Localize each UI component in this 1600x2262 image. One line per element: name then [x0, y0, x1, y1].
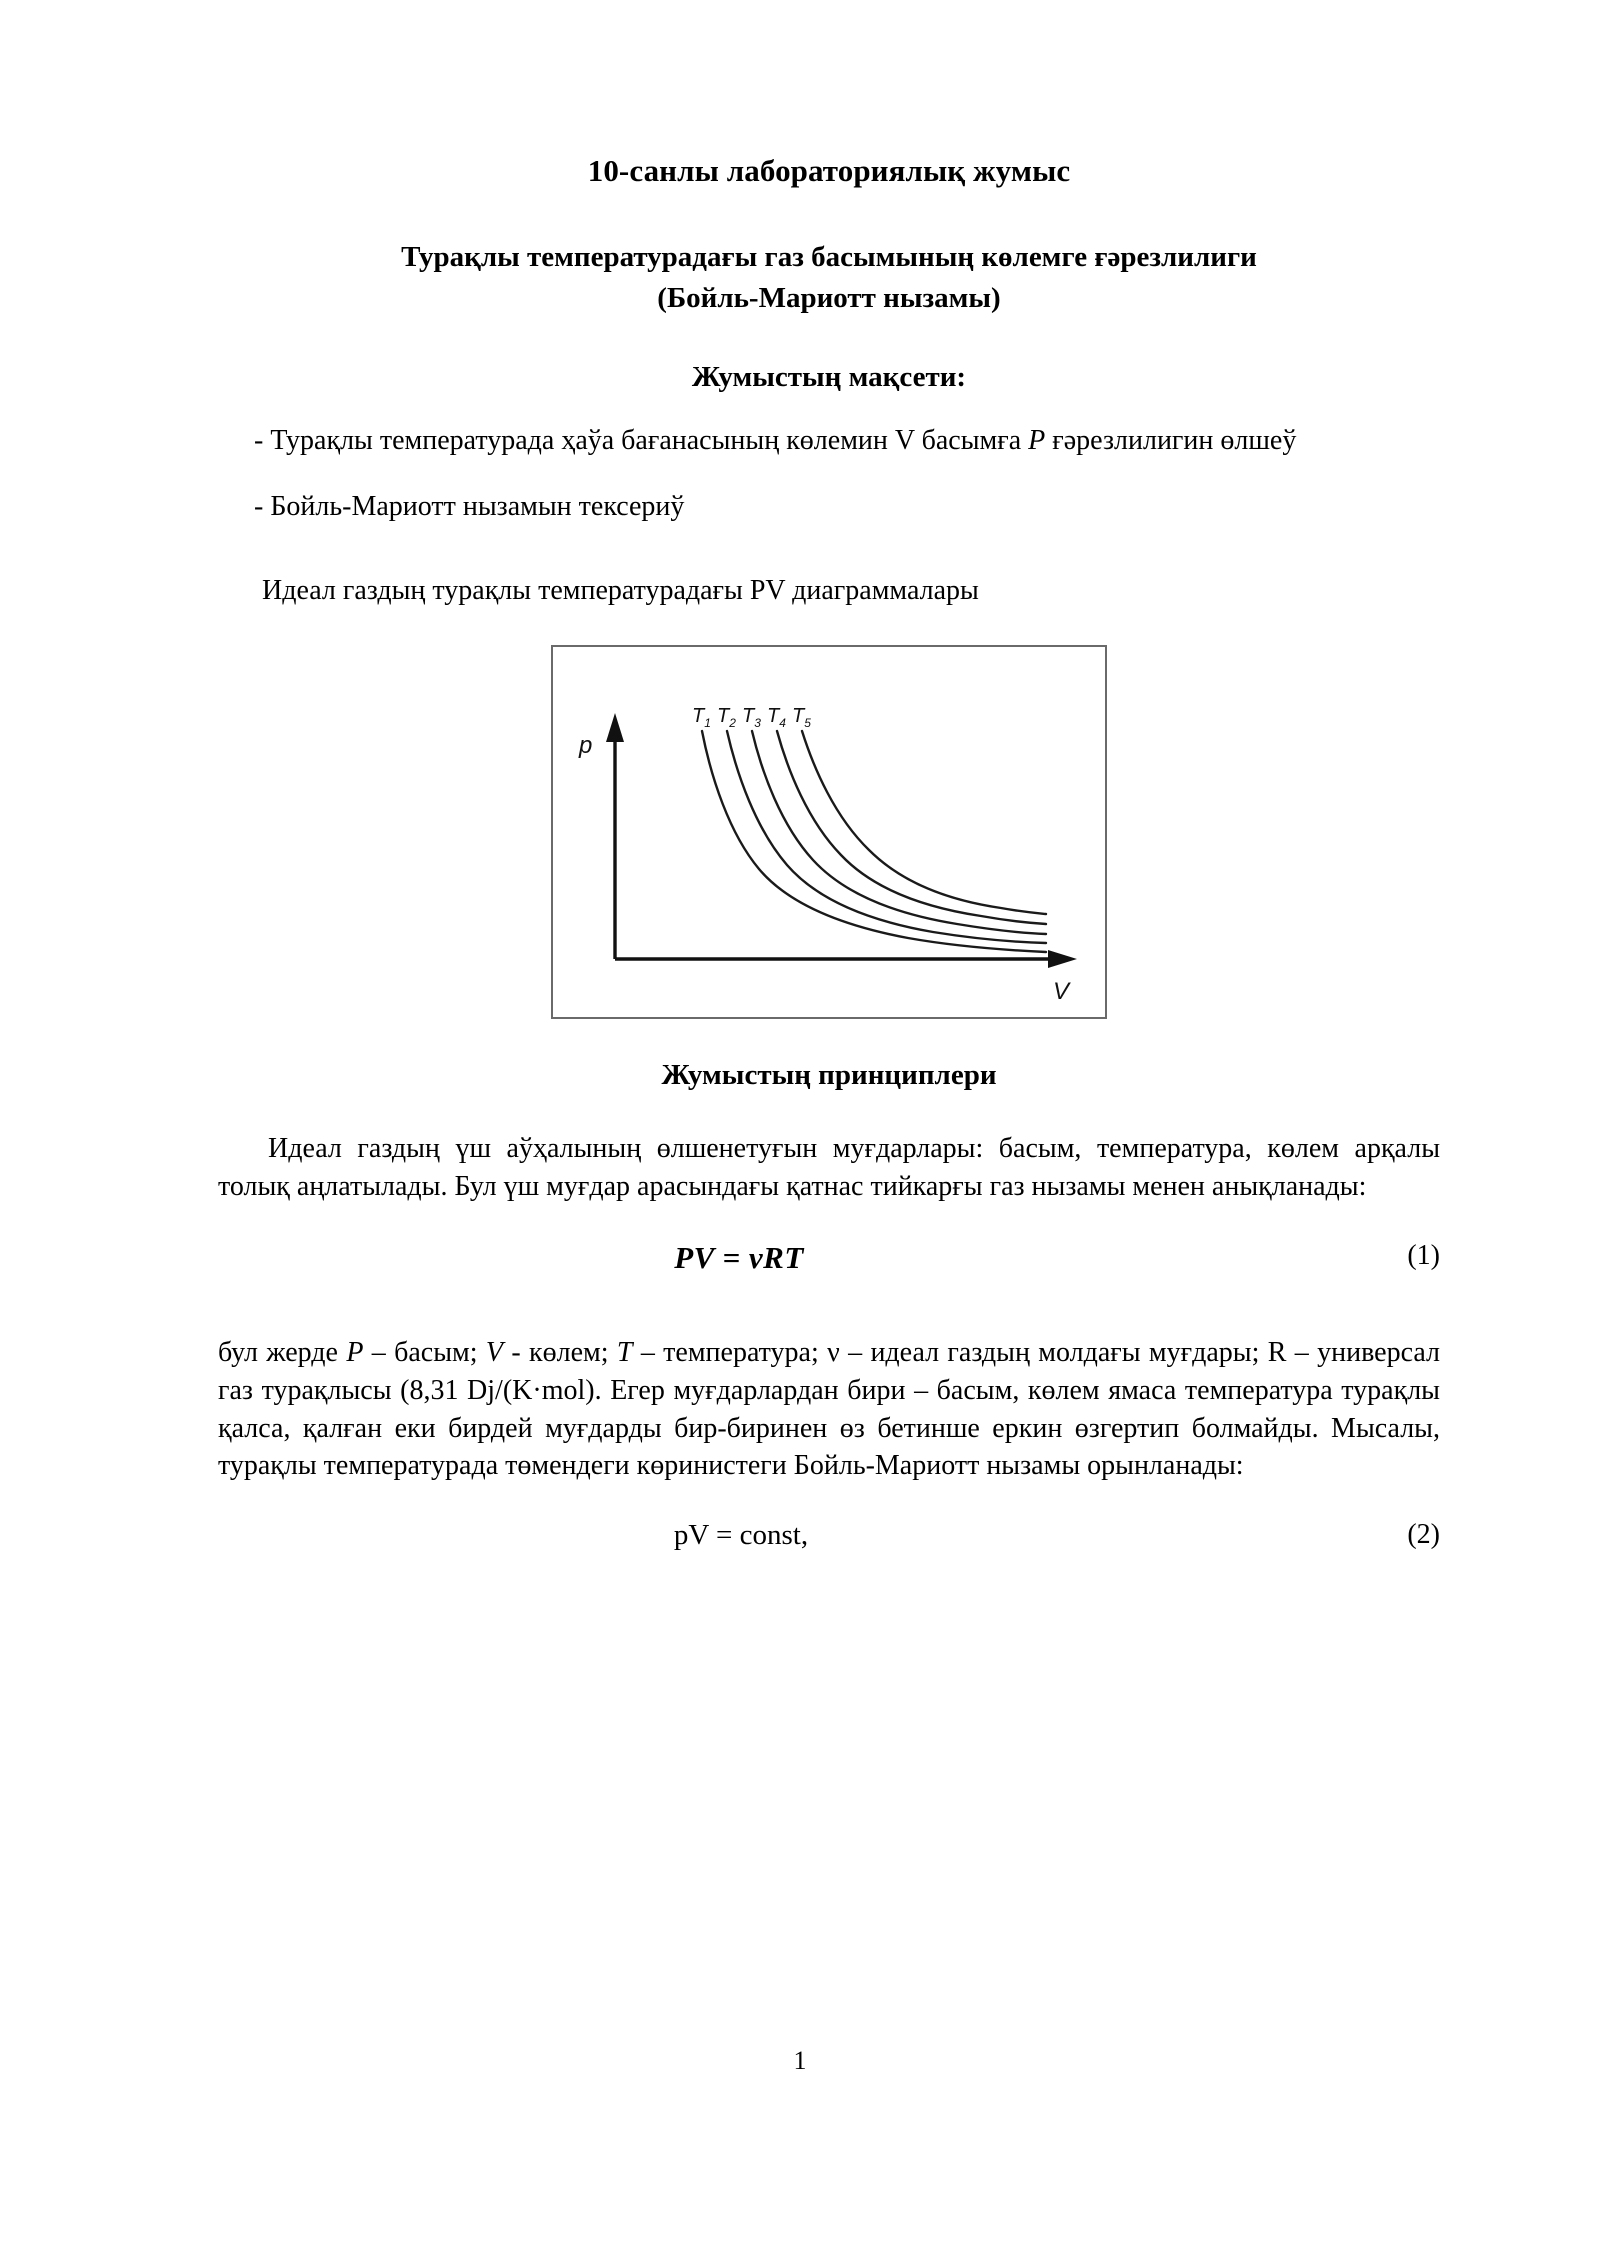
v-axis-label: V — [1053, 978, 1070, 1006]
isotherm-curve-3 — [752, 731, 1046, 934]
equation-2-number: (2) — [1407, 1519, 1440, 1551]
page-title: 10-санлы лабораториялық жумыс — [587, 153, 1071, 188]
aim-item-2: - Бойль-Мариотт нызамын тексериў — [254, 490, 685, 522]
equation-1-row — [218, 1240, 1440, 1294]
principles-paragraph: Идеал газдың үш аўҳалының өлшенетуғын муғдарлары: басым, температура, көлем арқалы толық аңлатылады. Бул үш муғдар арасындағы қатнас тийкарғы газ нызамы менен анықланады: — [218, 1133, 1440, 1203]
pv-diagram-figure — [551, 645, 1107, 1019]
p-axis-label: p — [579, 732, 593, 760]
subtitle-line-1: Турақлы температурадағы газ басымының көлемге ғәрезлилиги — [401, 240, 1257, 273]
isotherm-label-t4: $T_4$ — [767, 705, 786, 731]
definitions-seg-3: - көлем; — [503, 1337, 617, 1369]
figure-container — [218, 645, 1440, 1019]
aim-section-heading: Жумыстың мақсети: — [691, 361, 967, 394]
equation-2-body: pV = const, — [673, 1519, 809, 1552]
variable-V: V — [485, 1337, 504, 1369]
variable-p-italic: P — [1028, 425, 1046, 457]
isotherm-curves — [702, 731, 1046, 952]
principles-section-heading: Жумыстың принциплери — [661, 1059, 997, 1092]
definitions-seg-2: – басым; — [363, 1337, 486, 1369]
equation-2-row — [218, 1519, 1440, 1573]
isotherm-label-t5: $T_5$ — [792, 705, 811, 731]
page-content — [218, 0, 1440, 1573]
definitions-seg-1: бул жерде — [218, 1337, 347, 1369]
figure-caption: Идеал газдың турақлы температурадағы PV диаграммалары — [262, 574, 979, 606]
definitions-paragraph — [218, 1334, 1440, 1485]
variable-P: P — [346, 1337, 364, 1369]
pv-diagram-svg — [553, 647, 1105, 1017]
variable-T: T — [616, 1337, 633, 1369]
isotherm-label-t2: $T_2$ — [717, 705, 736, 731]
page-number: 1 — [793, 2046, 807, 2075]
isotherm-curve-4 — [777, 731, 1046, 924]
document-subtitle — [218, 237, 1440, 319]
definitions-block — [218, 1334, 1440, 1485]
isotherm-curve-5 — [802, 731, 1046, 914]
isotherm-label-t3: $T_3$ — [742, 705, 761, 731]
subtitle-line-2: (Бойль-Мариотт нызамы) — [657, 281, 1001, 314]
isotherm-label-t1: $T_1$ — [692, 705, 711, 731]
aim-item-1-text-b: ғәрезлилигин өлшеў — [1045, 425, 1297, 457]
principles-paragraph-block — [218, 1130, 1440, 1206]
isotherm-curve-2 — [727, 731, 1046, 943]
v-axis — [615, 950, 1077, 968]
equation-1-number: (1) — [1407, 1240, 1440, 1272]
aim-item-1-text-a: - Турақлы температурада ҳаўа бағанасының көлемин V басымға — [254, 425, 1029, 457]
p-axis — [606, 713, 624, 959]
principles-block — [218, 1059, 1440, 1092]
definitions-seg-4: – температура; ν – идеал газдың молдағы муғдары; R – универсал газ турақлысы (8,31 Dj/(K·mol). Егер муғдарлардан бири – басым, көлем ямаса температура турақлы қалса, қалған еки бирдей муғдарды бир-биринен өз бетинше еркин өзгертип болмайды. Мысалы, турақлы температурада төмендеги көринистеги Бойль-Мариотт нызамы орынланады: — [218, 1337, 1440, 1482]
equation-1-body: PV = νRT — [674, 1240, 804, 1276]
isotherm-labels — [692, 705, 811, 730]
aim-item-1 — [218, 422, 1440, 460]
